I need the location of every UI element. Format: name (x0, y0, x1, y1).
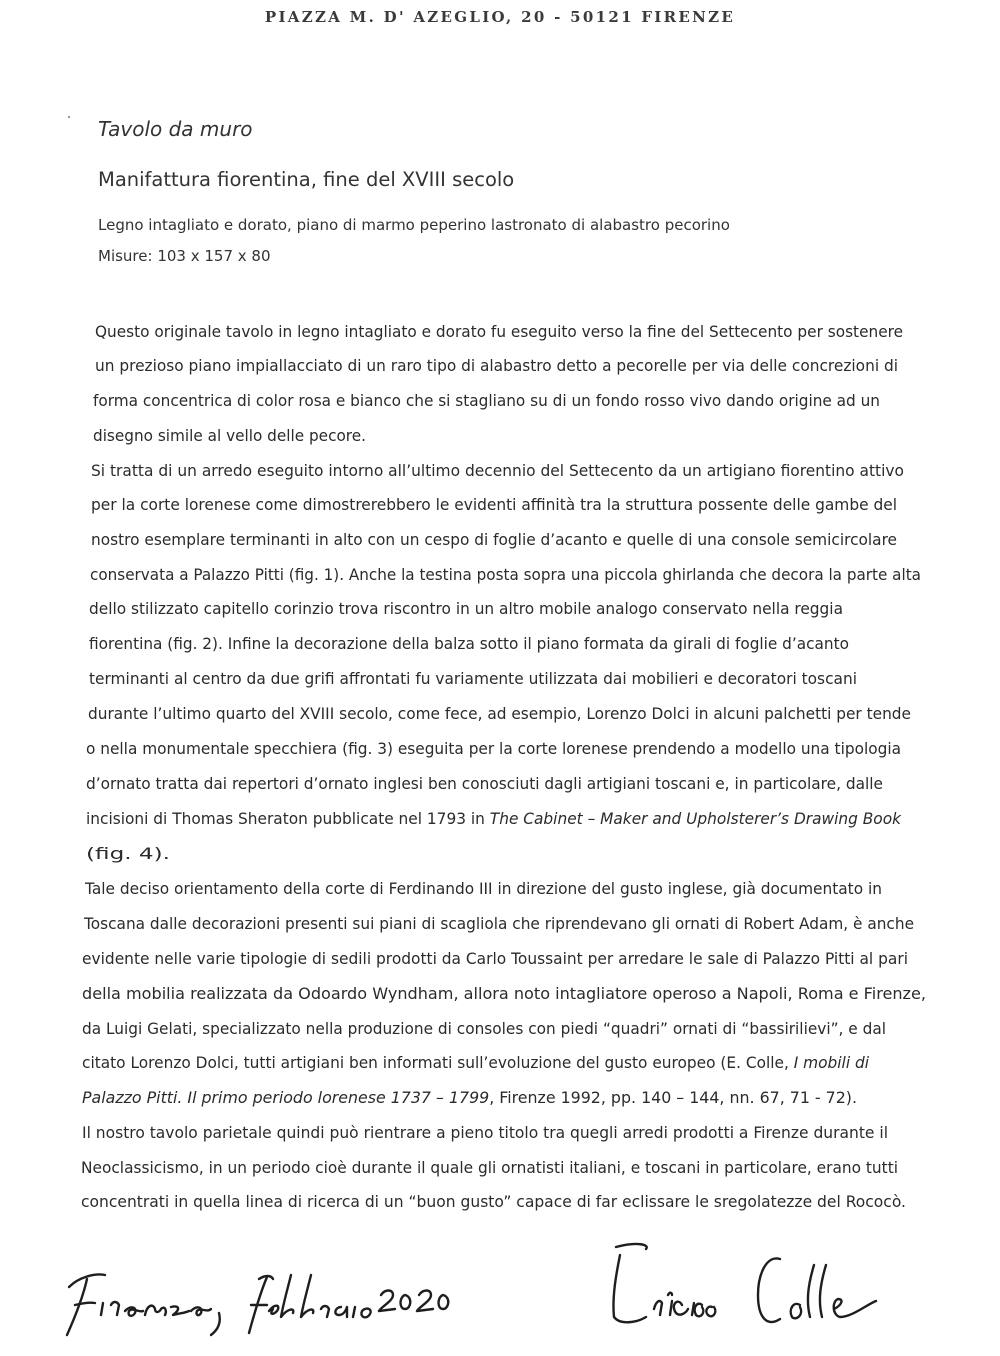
body-line: dello stilizzato capitello corinzio trova riscontro in un altro mobile analogo conservato nella reggia (89, 600, 843, 618)
body-line: Il nostro tavolo parietale quindi può rientrare a pieno titolo tra quegli arredi prodotti a Firenze durante il (82, 1124, 888, 1142)
body-line: nostro esemplare terminanti in alto con un cespo di foglie d’acanto e quelle di una console semicircolare (91, 531, 897, 549)
body-line: Tale deciso orientamento della corte di Ferdinando III in direzione del gusto inglese, già documentato in (85, 880, 882, 898)
item-measures: Misure: 103 x 157 x 80 (98, 247, 271, 265)
body-line: per la corte lorenese come dimostrerebbero le evidenti affinità tra la struttura possente delle gambe del (91, 496, 897, 514)
body-line: da Luigi Gelati, specializzato nella produzione di consoles con piedi “quadri” ornati di “bassirilievi”, e dal (82, 1020, 886, 1038)
body-line: un prezioso piano impiallacciato di un raro tipo di alabastro detto a pecorelle per via delle concrezioni di (95, 357, 898, 375)
body-line (86, 810, 901, 828)
item-materials: Legno intagliato e dorato, piano di marmo peperino lastronato di alabastro pecorino (98, 216, 730, 234)
body-line-italic: The Cabinet – Maker and Upholsterer’s Drawing Book (489, 810, 901, 828)
body-line: conservata a Palazzo Pitti (fig. 1). Anche la testina posta sopra una piccola ghirlanda che decora la parte alta (90, 566, 921, 584)
body-line: forma concentrica di color rosa e bianco che si stagliano su di un fondo rosso vivo dando origine ad un (93, 392, 880, 410)
item-attribution: Manifattura fiorentina, fine del XVIII secolo (98, 168, 515, 191)
body-line-after: , Firenze 1992, pp. 140 – 144, nn. 67, 71 - 72). (489, 1089, 857, 1107)
body-line-text: incisioni di Thomas Sheraton pubblicate nel 1793 in (86, 810, 490, 828)
body-line: d’ornato tratta dai repertori d’ornato inglesi ben conosciuti dagli artigiani toscani e, in particolare, dalle (86, 775, 883, 793)
item-title: Tavolo da muro (98, 117, 253, 141)
body-line (82, 1054, 869, 1072)
body-line: Si tratta di un arredo eseguito intorno all’ultimo decennio del Settecento da un artigiano fiorentino attivo (91, 462, 904, 480)
body-line: fiorentina (fig. 2). Infine la decorazione della balza sotto il piano formata da girali di foglie d’acanto (89, 635, 849, 653)
letterhead-address: PIAZZA M. D' AZEGLIO, 20 - 50121 FIRENZE (264, 8, 736, 26)
body-line: evidente nelle varie tipologie di sedili prodotti da Carlo Toussaint per arredare le sale di Palazzo Pitti al pari (82, 950, 908, 968)
body-line: disegno simile al vello delle pecore. (93, 427, 366, 445)
body-line: Neoclassicismo, in un periodo cioè durante il quale gli ornatisti italiani, e toscani in particolare, erano tutti (81, 1159, 898, 1177)
body-line: della mobilia realizzata da Odoardo Wyndham, allora noto intagliatore operoso a Napoli, Roma e Firenze, (82, 985, 926, 1003)
handwritten-place-date (55, 1255, 475, 1345)
body-line-italic: I mobili di (793, 1054, 869, 1072)
handwritten-signature (590, 1235, 890, 1340)
body-line: Questo originale tavolo in legno intagliato e dorato fu eseguito verso la fine del Settecento per sostenere (95, 323, 903, 341)
body-line: concentrati in quella linea di ricerca di un “buon gusto” capace di far eclissare le sregolatezze del Rococò. (81, 1193, 906, 1211)
body-line-italic: Palazzo Pitti. Il primo periodo lorenese 1737 – 1799 (82, 1089, 490, 1107)
body-line: o nella monumentale specchiera (fig. 3) eseguita per la corte lorenese prendendo a modello una tipologia (86, 740, 901, 758)
body-line: terminanti al centro da due grifi affrontati fu variamente utilizzata dai mobilieri e decoratori toscani (89, 670, 857, 688)
body-line: durante l’ultimo quarto del XVIII secolo, come fece, ad esempio, Lorenzo Dolci in alcuni palchetti per tende (88, 705, 911, 723)
body-line: (fig. 4). (86, 845, 170, 863)
body-line: Toscana dalle decorazioni presenti sui piani di scagliola che riprendevano gli ornati di Robert Adam, è anche (84, 915, 914, 933)
body-line (82, 1089, 857, 1107)
body-line-text: citato Lorenzo Dolci, tutti artigiani ben informati sull’evoluzione del gusto europeo (E. Colle, (82, 1054, 794, 1072)
